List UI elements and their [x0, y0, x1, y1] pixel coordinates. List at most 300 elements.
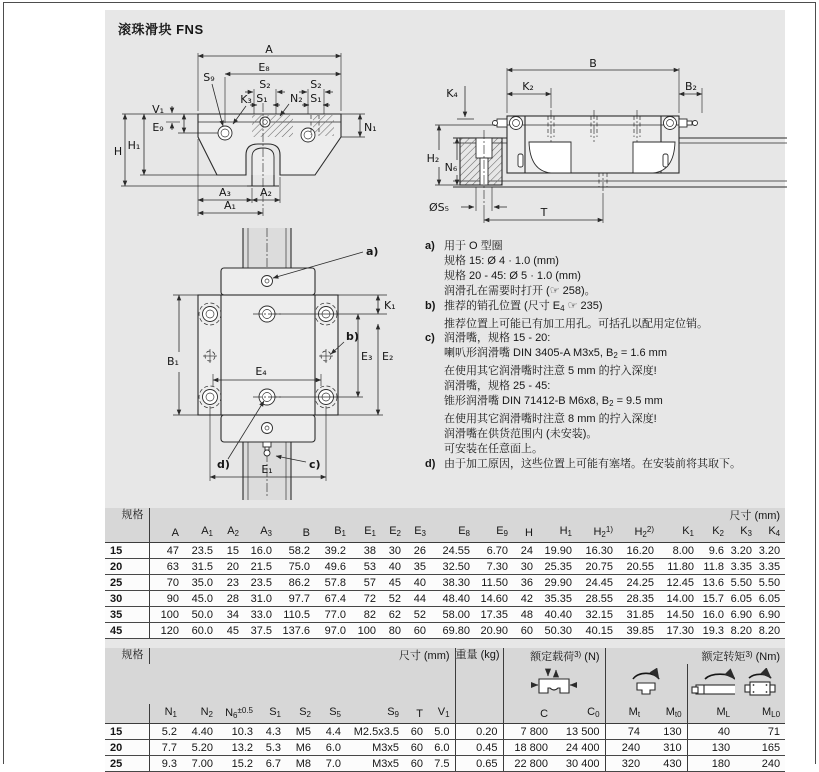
- col-header: $M_{t0}$: [645, 704, 687, 724]
- cell: 100: [149, 607, 184, 623]
- size-cell: 15: [105, 724, 149, 740]
- cell: 45: [218, 623, 244, 639]
- cell: 34: [218, 607, 244, 623]
- page-border-left: [3, 2, 4, 764]
- col-header: A: [149, 523, 184, 543]
- cell: 165: [735, 740, 785, 756]
- note-line: 润滑嘴，规格 15 - 20:: [444, 332, 551, 345]
- dim-label-b2: B₂: [685, 80, 697, 93]
- cell: 17.35: [475, 607, 513, 623]
- cell: 30 400: [553, 756, 605, 772]
- col-header: C: [503, 704, 553, 724]
- col-header: $E_2$: [381, 523, 406, 543]
- cell: 11.50: [475, 575, 513, 591]
- cell: 28: [218, 591, 244, 607]
- cell: 14.00: [659, 591, 699, 607]
- cell: 72: [351, 591, 381, 607]
- dim-label-a3: A₃: [219, 186, 231, 199]
- cell: 19.3: [699, 623, 729, 639]
- cell: 5.50: [729, 575, 757, 591]
- cell: 3.35: [757, 559, 785, 575]
- note-line: 推荐位置上可能已有加工用孔。可括孔以配用定位销。: [444, 317, 708, 330]
- cell: 13.6: [699, 575, 729, 591]
- cell: 40: [381, 559, 406, 575]
- catalog-page-panel: [105, 10, 785, 770]
- cell: 18 800: [503, 740, 553, 756]
- page-border-right: [815, 2, 816, 764]
- cell: 3.35: [729, 559, 757, 575]
- cell: 5.20: [182, 740, 218, 756]
- dim-label-e8: E₈: [258, 61, 270, 74]
- dim-label-e1: E₁: [261, 463, 273, 476]
- size-cell: 25: [105, 756, 149, 772]
- col-header: $V_1$: [428, 704, 455, 724]
- cell: 52: [406, 607, 431, 623]
- cell: 3.20: [729, 543, 757, 559]
- cell: 7.0: [316, 756, 346, 772]
- col-header: $E_8$: [431, 523, 475, 543]
- cell: 20: [218, 559, 244, 575]
- col-header: $A_2$: [218, 523, 244, 543]
- cell: 69.80: [431, 623, 475, 639]
- size-cell: 30: [105, 591, 149, 607]
- cell: 32.15: [577, 607, 618, 623]
- cell: 16.20: [618, 543, 659, 559]
- table-row: [105, 543, 785, 559]
- cell: 240: [605, 740, 645, 756]
- cell: 22 800: [503, 756, 553, 772]
- col-header: $K_2$: [699, 523, 729, 543]
- note-line: 润滑嘴，规格 25 - 45:: [444, 380, 551, 393]
- dim-label-e4: E₄: [255, 365, 267, 378]
- dim-header: 尺寸 (mm): [149, 508, 785, 523]
- cell: 130: [687, 740, 735, 756]
- cell: 26: [406, 543, 431, 559]
- cell: 15.2: [218, 756, 258, 772]
- col-header: $M_{L0}$: [735, 704, 785, 724]
- cell: 14.50: [659, 607, 699, 623]
- col-header: $K_1$: [659, 523, 699, 543]
- cell: 23.5: [244, 575, 277, 591]
- col-header: $S_2$: [286, 704, 316, 724]
- dim-label-s2-right: S₂: [310, 78, 322, 91]
- callout-b: b): [346, 330, 359, 343]
- col-header: $N_2$: [182, 704, 218, 724]
- col-header: $S_1$: [258, 704, 286, 724]
- cell: 137.6: [277, 623, 315, 639]
- cell: 90: [149, 591, 184, 607]
- dim-label-n2: N₂: [290, 92, 303, 105]
- cell: 60: [404, 740, 428, 756]
- cell: 60: [406, 623, 431, 639]
- spec-header: 规格: [105, 508, 149, 543]
- note-label: c): [425, 332, 435, 345]
- cell: 11.8: [699, 559, 729, 575]
- table-row: [105, 740, 785, 756]
- cell: 240: [735, 756, 785, 772]
- dim-label-s1-left: S₁: [256, 92, 268, 105]
- cell: M8: [286, 756, 316, 772]
- dimensions-table: [105, 508, 785, 639]
- cell: 48: [513, 607, 538, 623]
- note-line: 规格 15: Ø 4 · 1.0 (mm): [444, 254, 559, 267]
- cell: 53: [351, 559, 381, 575]
- cell: 6.0: [316, 740, 346, 756]
- cell: 39.85: [618, 623, 659, 639]
- cell: 8.00: [659, 543, 699, 559]
- dim-label-h1: H₁: [127, 139, 141, 152]
- cell: 7.00: [182, 756, 218, 772]
- col-header: $E_3$: [406, 523, 431, 543]
- cell: 0.20: [455, 724, 503, 740]
- dim-label-k1: K₁: [384, 299, 396, 312]
- cell: 38.30: [431, 575, 475, 591]
- icons-spacer: [149, 664, 455, 704]
- table-row: [105, 724, 785, 740]
- longitudinal-moment-block-icon: [735, 664, 785, 704]
- cell: 15.7: [699, 591, 729, 607]
- size-cell: 25: [105, 575, 149, 591]
- dim-label-t: T: [540, 206, 548, 219]
- top-view-drawing: [165, 228, 420, 500]
- cell: 45: [381, 575, 406, 591]
- load-ratings-table: [105, 648, 785, 772]
- cell: 30: [513, 559, 538, 575]
- cell: 40: [687, 724, 735, 740]
- cell: 32.50: [431, 559, 475, 575]
- cell: 9.6: [699, 543, 729, 559]
- callout-c: c): [309, 458, 321, 471]
- cell: 5.50: [757, 575, 785, 591]
- cell: 6.7: [258, 756, 286, 772]
- cell: 28.55: [577, 591, 618, 607]
- dim-label-k2: K₂: [522, 80, 534, 93]
- cell: 40.40: [538, 607, 577, 623]
- cell: 430: [645, 756, 687, 772]
- dim-label-v1: V₁: [152, 103, 164, 116]
- cell: 320: [605, 756, 645, 772]
- col-header: $S_9$: [346, 704, 404, 724]
- cell: 7.7: [149, 740, 182, 756]
- note-label: b): [425, 299, 436, 312]
- cell: 42: [513, 591, 538, 607]
- dim-label-e2: E₂: [382, 350, 394, 363]
- col-header: H: [513, 523, 538, 543]
- cell: 75.0: [277, 559, 315, 575]
- clamp-nut-section: [460, 130, 502, 213]
- cell: 60: [404, 756, 428, 772]
- cell: 14.60: [475, 591, 513, 607]
- dim-label-k4: K₄: [446, 87, 458, 100]
- cell: 44: [406, 591, 431, 607]
- cell: 24 400: [553, 740, 605, 756]
- cell: 60: [513, 623, 538, 639]
- cell: 5.0: [428, 724, 455, 740]
- table-row: [105, 591, 785, 607]
- cell: 28.35: [618, 591, 659, 607]
- cell: 31.0: [244, 591, 277, 607]
- dim-label-h: H: [113, 145, 123, 158]
- cell: 60.0: [184, 623, 218, 639]
- footnotes: [425, 239, 783, 472]
- col-header: $A_3$: [244, 523, 277, 543]
- cell: 49.6: [315, 559, 351, 575]
- cell: M2.5x3.5: [346, 724, 404, 740]
- cell: 97.0: [315, 623, 351, 639]
- note-text: [444, 239, 783, 299]
- dim-label-n1: N₁: [364, 121, 377, 134]
- col-header: $H_1$: [538, 523, 577, 543]
- longitudinal-moment-rail-icon: [687, 664, 735, 704]
- cell: 35: [406, 559, 431, 575]
- note-text: [444, 331, 783, 456]
- cell: 31.5: [184, 559, 218, 575]
- cell: 35.0: [184, 575, 218, 591]
- cell: 4.3: [258, 724, 286, 740]
- cell: 3.20: [757, 543, 785, 559]
- cell: 45.0: [184, 591, 218, 607]
- size-cell: 15: [105, 543, 149, 559]
- cell: 13.2: [218, 740, 258, 756]
- cell: 50.30: [538, 623, 577, 639]
- cell: 6.05: [757, 591, 785, 607]
- load-directions-icon: [503, 664, 605, 704]
- col-header: $C_0$: [553, 704, 605, 724]
- cell: 13 500: [553, 724, 605, 740]
- note-line: 在使用其它润滑嘴时注意 8 mm 的拧入深度!: [444, 412, 657, 425]
- note-c: [425, 331, 783, 456]
- cell: 40.15: [577, 623, 618, 639]
- note-d: [425, 457, 783, 472]
- cell: 24.45: [577, 575, 618, 591]
- torque-header: 额定转矩$^{3)}$ (Nm): [605, 648, 785, 664]
- cell: 40: [406, 575, 431, 591]
- cell: 71: [735, 724, 785, 740]
- note-line: 规格 20 - 45: Ø 5 · 1.0 (mm): [444, 269, 581, 282]
- col-header: T: [404, 704, 428, 724]
- cell: 24.25: [618, 575, 659, 591]
- cell: 7.5: [428, 756, 455, 772]
- cell: 82: [351, 607, 381, 623]
- cell: M3x5: [346, 756, 404, 772]
- cell: 16.0: [244, 543, 277, 559]
- dim-label-s9: S₉: [203, 71, 215, 84]
- cell: 10.3: [218, 724, 258, 740]
- note-a: [425, 239, 783, 299]
- col-header: $N_6^{\pm 0.5}$: [218, 704, 258, 724]
- note-line: 由于加工原因，这些位置上可能有塞堵。在安装前将其取下。: [444, 457, 741, 470]
- cell: 23.5: [184, 543, 218, 559]
- cell: 5.3: [258, 740, 286, 756]
- page-border-top: [3, 2, 816, 3]
- cell: 25.35: [538, 559, 577, 575]
- block-outline: [198, 103, 341, 216]
- cell: 6.90: [757, 607, 785, 623]
- cell: 86.2: [277, 575, 315, 591]
- load-header: 额定载荷$^{3)}$ (N): [503, 648, 605, 664]
- symbol-header-row: [105, 704, 785, 724]
- page-title: 滚珠滑块 FNS: [118, 22, 204, 37]
- cell: 74: [605, 724, 645, 740]
- cell: 29.90: [538, 575, 577, 591]
- table-header-row: [105, 508, 785, 523]
- cell: 63: [149, 559, 184, 575]
- cell: 24: [513, 543, 538, 559]
- cell: 5.2: [149, 724, 182, 740]
- cell: 67.4: [315, 591, 351, 607]
- note-line: 推荐的销孔位置 (尺寸 $E_4$ ☞ 235): [444, 299, 603, 313]
- note-line: 在使用其它润滑嘴时注意 5 mm 的拧入深度!: [444, 365, 657, 378]
- cell: 52: [381, 591, 406, 607]
- note-label: a): [425, 240, 435, 252]
- cell: 37.5: [244, 623, 277, 639]
- dim-header: 尺寸 (mm): [149, 648, 455, 664]
- cell: 100: [351, 623, 381, 639]
- table-header-row: [105, 648, 785, 664]
- cell: 30: [381, 543, 406, 559]
- dim-label-b1: B₁: [167, 355, 179, 368]
- note-b: [425, 299, 783, 332]
- cell: 12.45: [659, 575, 699, 591]
- cell: 33.0: [244, 607, 277, 623]
- cell: 6.05: [729, 591, 757, 607]
- cell: 70: [149, 575, 184, 591]
- cell: 6.70: [475, 543, 513, 559]
- note-label: d): [425, 457, 436, 470]
- cell: 20.75: [577, 559, 618, 575]
- cell: M6: [286, 740, 316, 756]
- size-cell: 35: [105, 607, 149, 623]
- col-header: $B_1$: [315, 523, 351, 543]
- note-text: [444, 299, 783, 332]
- cell: 35.35: [538, 591, 577, 607]
- col-header: $S_5$: [316, 704, 346, 724]
- note-line: 用于 O 型圈: [444, 240, 503, 252]
- cell: 7 800: [503, 724, 553, 740]
- cell: 6.0: [428, 740, 455, 756]
- cell: 39.2: [315, 543, 351, 559]
- dim-label-s2-left: S₂: [259, 78, 271, 91]
- cell: 47: [149, 543, 184, 559]
- dim-label-b: B: [589, 57, 597, 70]
- dim-label-k3: K₃: [240, 93, 252, 106]
- cell: 58.00: [431, 607, 475, 623]
- cell: 57.8: [315, 575, 351, 591]
- icons-row: [105, 664, 785, 704]
- runner-block-outline: [493, 110, 698, 173]
- torsional-moment-icon: [605, 664, 687, 704]
- col-header: $E_1$: [351, 523, 381, 543]
- cell: 180: [687, 756, 735, 772]
- cell: M3x5: [346, 740, 404, 756]
- cell: 11.80: [659, 559, 699, 575]
- cell: 60: [404, 724, 428, 740]
- col-header: $K_4$: [757, 523, 785, 543]
- dim-label-a2: A₂: [260, 186, 272, 199]
- dim-label-s5: ØS₅: [428, 201, 450, 214]
- runner-block-outline: [198, 268, 338, 456]
- note-text: [444, 457, 783, 472]
- size-cell: 20: [105, 559, 149, 575]
- cell: 36: [513, 575, 538, 591]
- cell: 48.40: [431, 591, 475, 607]
- note-line: 润滑孔在需要时打开 (☞ 258)。: [444, 284, 596, 297]
- cell: 20.55: [618, 559, 659, 575]
- col-header: $N_1$: [149, 704, 182, 724]
- col-header: $A_1$: [184, 523, 218, 543]
- dim-label-s1-right: S₁: [310, 92, 322, 105]
- cell: 120: [149, 623, 184, 639]
- cell: 6.90: [729, 607, 757, 623]
- cell: 38: [351, 543, 381, 559]
- cell: 110.5: [277, 607, 315, 623]
- cell: 20.90: [475, 623, 513, 639]
- cell: 8.20: [757, 623, 785, 639]
- cell: 21.5: [244, 559, 277, 575]
- col-header: $M_L$: [687, 704, 735, 724]
- size-cell: 20: [105, 740, 149, 756]
- callout-d: d): [217, 458, 230, 471]
- table-row: [105, 607, 785, 623]
- front-view-drawing: [112, 45, 417, 228]
- table-row: [105, 623, 785, 639]
- dim-label-a1: A₁: [224, 199, 236, 212]
- col-header: B: [277, 523, 315, 543]
- cell: 19.90: [538, 543, 577, 559]
- col-header: $K_3$: [729, 523, 757, 543]
- spec-header: 规格: [105, 648, 149, 724]
- dim-label-n6: N₆: [444, 161, 458, 174]
- col-header: $H_2^{1)}$: [577, 523, 618, 543]
- cell: 23: [218, 575, 244, 591]
- side-view-drawing: [425, 55, 793, 233]
- cell: 17.30: [659, 623, 699, 639]
- cell: 15: [218, 543, 244, 559]
- callout-a: a): [366, 245, 379, 258]
- cell: M5: [286, 724, 316, 740]
- table-row: [105, 575, 785, 591]
- dim-label-e9: E₉: [152, 121, 164, 134]
- cell: 80: [381, 623, 406, 639]
- cell: 130: [645, 724, 687, 740]
- dim-label-a: A: [265, 45, 273, 56]
- note-line: 锥形润滑嘴 DIN 71412-B M6x8, $B_2 = 9.5$ mm: [444, 395, 663, 409]
- note-line: 可安装在任意面上。: [444, 442, 543, 455]
- col-header: $M_t$: [605, 704, 645, 724]
- cell: 97.7: [277, 591, 315, 607]
- cell: 57: [351, 575, 381, 591]
- col-header: $H_2^{2)}$: [618, 523, 659, 543]
- cell: 50.0: [184, 607, 218, 623]
- cell: 9.3: [149, 756, 182, 772]
- cell: 24.55: [431, 543, 475, 559]
- symbol-header-row: [105, 523, 785, 543]
- dim-label-h2: H₂: [426, 152, 440, 165]
- note-line: 喇叭形润滑嘴 DIN 3405-A M3x5, $B_2 = 1.6$ mm: [444, 347, 667, 361]
- table-row: [105, 559, 785, 575]
- cell: 8.20: [729, 623, 757, 639]
- cell: 0.45: [455, 740, 503, 756]
- cell: 7.30: [475, 559, 513, 575]
- cell: 16.0: [699, 607, 729, 623]
- cell: 62: [381, 607, 406, 623]
- note-line: 润滑嘴在供货范围内 (未安装)。: [444, 427, 598, 440]
- dim-label-e3: E₃: [361, 350, 373, 363]
- cell: 58.2: [277, 543, 315, 559]
- col-header: $E_9$: [475, 523, 513, 543]
- cell: 0.65: [455, 756, 503, 772]
- size-cell: 45: [105, 623, 149, 639]
